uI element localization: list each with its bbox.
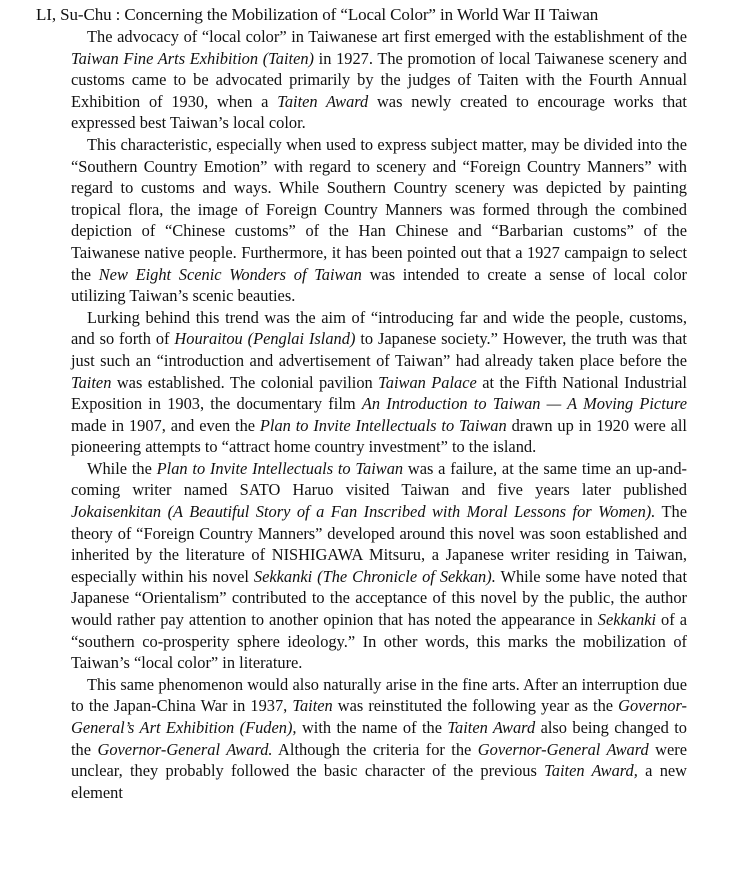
text-run: a new element: [71, 761, 688, 802]
text-run: Although the criteria for the: [272, 739, 478, 759]
italic-title-text: Plan to Invite Intellectuals to Taiwan: [259, 415, 507, 435]
text-run: was intended to create a sense of local color utilizing Taiwan’s scenic beauties.: [71, 264, 687, 306]
text-run: with the name of the: [296, 718, 448, 737]
italic-title-text: Governor-General Award.: [97, 739, 273, 759]
text-run: of a “southern co-prosperity sphere ideology.” In other words, this marks the mobilization of Taiwan’s “local color” in literature.: [71, 610, 688, 673]
italic-title-text: Plan to Invite Intellectuals to Taiwan: [156, 458, 404, 478]
italic-title-text: An Introduction to Taiwan — A Moving Picture: [361, 394, 687, 414]
text-run: made in 1907, and even the: [71, 415, 260, 435]
running-head: LI, Su-Chu : Concerning the Mobilization of “Local Color” in World War II Taiwan: [36, 5, 599, 24]
text-run: was a failure, at the same time an up-and-coming writer named SATO Haruo visited Taiwan and five years later published: [71, 458, 687, 500]
italic-title-text: Sekkanki (The Chronicle of Sekkan).: [253, 566, 496, 586]
italic-title-text: Taiten: [71, 372, 112, 392]
italic-title-text: Houraitou (Penglai Island): [174, 329, 356, 349]
text-run: The theory of “Foreign Country Manners” developed around this novel was soon established and inherited by the literature of NISHIGAWA Mitsuru, a Japanese writer residing in Taiwan, especially within his novel: [71, 502, 687, 586]
text-run: This characteristic, especially when used to express subject matter, may be divided into the “Southern Country Emotion” with regard to scenery and “Foreign Country Manners” with regard to customs and ways. While Southern Country scenery was depicted by painting tropical flora, the image of Foreign Country Manners was formed through the combined depiction of “Chinese customs” of the Han Chinese and “Barbarian customs” of the Taiwanese native people. Furthermore, it has been pointed out that a 1927 campaign to select the: [71, 134, 687, 284]
text-run: also being changed to the: [71, 718, 688, 759]
text-run: in 1927. The promotion of local Taiwanese scenery and customs came to be advocated primarily by the judges of Taiten with the Fourth Annual Exhibition of 1930, when a: [71, 48, 687, 111]
paragraph: [71, 134, 687, 307]
body-text: [71, 26, 687, 803]
text-run: was established. The colonial pavilion: [111, 372, 379, 392]
italic-title-text: Governor-General Award: [477, 739, 649, 759]
text-run: was newly created to encourage works that expressed best Taiwan’s local color.: [71, 91, 687, 133]
italic-title-text: Sekkanki: [597, 610, 657, 630]
italic-title-text: Taiten: [292, 696, 333, 716]
text-run: were unclear, they probably followed the basic character of the previous: [71, 739, 687, 781]
text-run: to Japanese society.” However, the truth was that just such an “introduction and advertisement of Taiwan” had already taken place before the: [71, 329, 687, 370]
italic-title-text: Taiten Award: [277, 91, 369, 111]
italic-title-text: Taiten Award,: [544, 761, 638, 781]
italic-title-text: Governor-General’s Art Exhibition (Fuden),: [71, 696, 687, 737]
text-run: While some have noted that Japanese “Orientalism” contributed to the acceptance of this novel by the public, the author would rather pay attention to another opinion that has noted the appearance in: [71, 566, 687, 630]
text-run: drawn up in 1920 were all pioneering attempts to “attract home country investment” to the island.: [71, 415, 687, 457]
italic-title-text: Taiwan Fine Arts Exhibition (Taiten): [71, 48, 314, 68]
italic-title-text: New Eight Scenic Wonders of Taiwan: [98, 264, 362, 284]
italic-title-text: Jokaisenkitan (A Beautiful Story of a Fan Inscribed with Moral Lessons for Women).: [71, 502, 656, 522]
italic-title-text: Taiten Award: [447, 718, 536, 737]
text-run: The advocacy of “local color” in Taiwanese art first emerged with the establishment of the: [87, 27, 687, 46]
paragraph: [71, 26, 687, 134]
paragraph: [71, 674, 687, 804]
paragraph: [71, 458, 687, 674]
text-run: While the: [87, 458, 157, 478]
italic-title-text: Taiwan Palace: [378, 372, 477, 392]
text-run: This same phenomenon would also naturally arise in the fine arts. After an interruption due to the Japan-China War in 1937,: [71, 674, 687, 716]
paragraph: [71, 307, 687, 458]
text-run: was reinstituted the following year as the: [332, 696, 619, 716]
text-run: at the Fifth National Industrial Exposition in 1903, the documentary film: [71, 372, 687, 414]
text-run: Lurking behind this trend was the aim of “introducing far and wide the people, customs, and so forth of: [71, 307, 687, 349]
